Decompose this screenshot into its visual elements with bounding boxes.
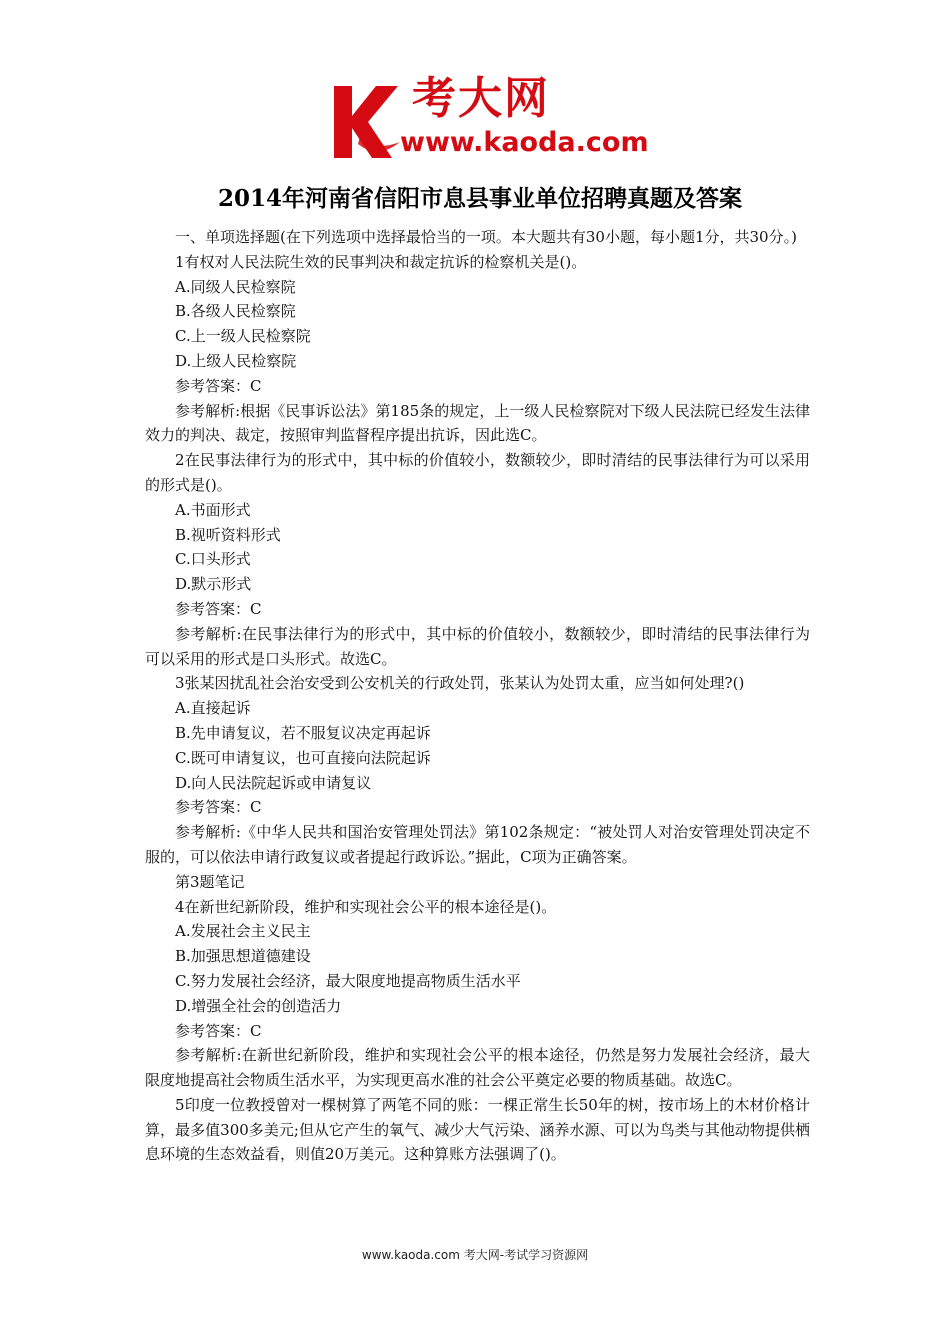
answer: 参考答案：C (175, 1021, 262, 1040)
option-a: A.直接起诉 (175, 699, 251, 718)
explanation: 参考解析:在民事法律行为的形式中，其中标的价值较小，数额较少，即时清结的民事法律行为可以采用的形式是口头形式。故选C。 (145, 624, 810, 668)
question-5: 5印度一位教授曾对一棵树算了两笔不同的账：一棵正常生长50年的树，按市场上的木材价格计算，最多值300多美元;但从它产生的氧气、减少大气污染、涵养水源、可以为鸟类与其他动物提供栖息环境的生态效益看，则值20万美元。这种算账方法强调了()。 (145, 1095, 810, 1164)
document-title: 2014年河南省信阳市息县事业单位招聘真题及答案 (218, 185, 743, 212)
option-b: B.加强思想道德建设 (175, 947, 311, 966)
k-logo-icon (330, 82, 402, 162)
answer: 参考答案：C (175, 798, 262, 817)
option-b: B.各级人民检察院 (175, 302, 296, 321)
option-a: A.同级人民检察院 (175, 277, 296, 296)
option-d: D.默示形式 (175, 575, 252, 594)
question-2: 2在民事法律行为的形式中，其中标的价值较小，数额较少，即时清结的民事法律行为可以采用的形式是()。 (145, 451, 810, 494)
question-4: 4在新世纪新阶段，维护和实现社会公平的根本途径是()。 (175, 897, 557, 916)
site-logo[interactable] (330, 74, 660, 166)
option-b: B.视听资料形式 (175, 525, 281, 544)
question-1: 1有权对人民法院生效的民事判决和裁定抗诉的检察机关是()。 (175, 252, 587, 271)
option-d: D.上级人民检察院 (175, 351, 297, 370)
option-d: D.向人民法院起诉或申请复议 (175, 773, 372, 792)
question-note: 第3题笔记 (175, 872, 245, 891)
explanation: 参考解析:在新世纪新阶段，维护和实现社会公平的根本途径，仍然是努力发展社会经济，最大限度地提高社会物质生活水平，为实现更高水准的社会公平奠定必要的物质基础。故选C。 (145, 1046, 810, 1090)
option-c: C.口头形式 (175, 550, 251, 569)
document-body (145, 225, 810, 1167)
section-heading: 一、单项选择题(在下列选项中选择最恰当的一项。本大题共有30小题，每小题1分，共30分。) (175, 228, 797, 246)
option-a: A.书面形式 (175, 500, 251, 519)
option-b: B.先申请复议，若不服复议决定再起诉 (175, 723, 431, 742)
explanation: 参考解析:《中华人民共和国治安管理处罚法》第102条规定：“被处罚人对治安管理处罚决定不服的，可以依法申请行政复议或者提起行政诉讼。”据此，C项为正确答案。 (145, 823, 810, 866)
option-c: C.努力发展社会经济，最大限度地提高物质生活水平 (175, 971, 521, 990)
logo-title: 考大网 (412, 73, 550, 124)
option-c: C.既可申请复议，也可直接向法院起诉 (175, 748, 431, 767)
page-footer: www.kaoda.com 考大网-考试学习资源网 (361, 1248, 589, 1262)
explanation: 参考解析:根据《民事诉讼法》第185条的规定，上一级人民检察院对下级人民法院已经发生法律效力的判决、裁定，按照审判监督程序提出抗诉，因此选C。 (145, 401, 810, 445)
option-a: A.发展社会主义民主 (175, 922, 311, 941)
logo-url: www.kaoda.com (400, 127, 649, 158)
option-d: D.增强全社会的创造活力 (175, 996, 342, 1015)
option-c: C.上一级人民检察院 (175, 327, 311, 346)
answer: 参考答案：C (175, 376, 262, 395)
answer: 参考答案：C (175, 599, 262, 618)
question-3: 3张某因扰乱社会治安受到公安机关的行政处罚，张某认为处罚太重，应当如何处理?() (175, 674, 745, 693)
